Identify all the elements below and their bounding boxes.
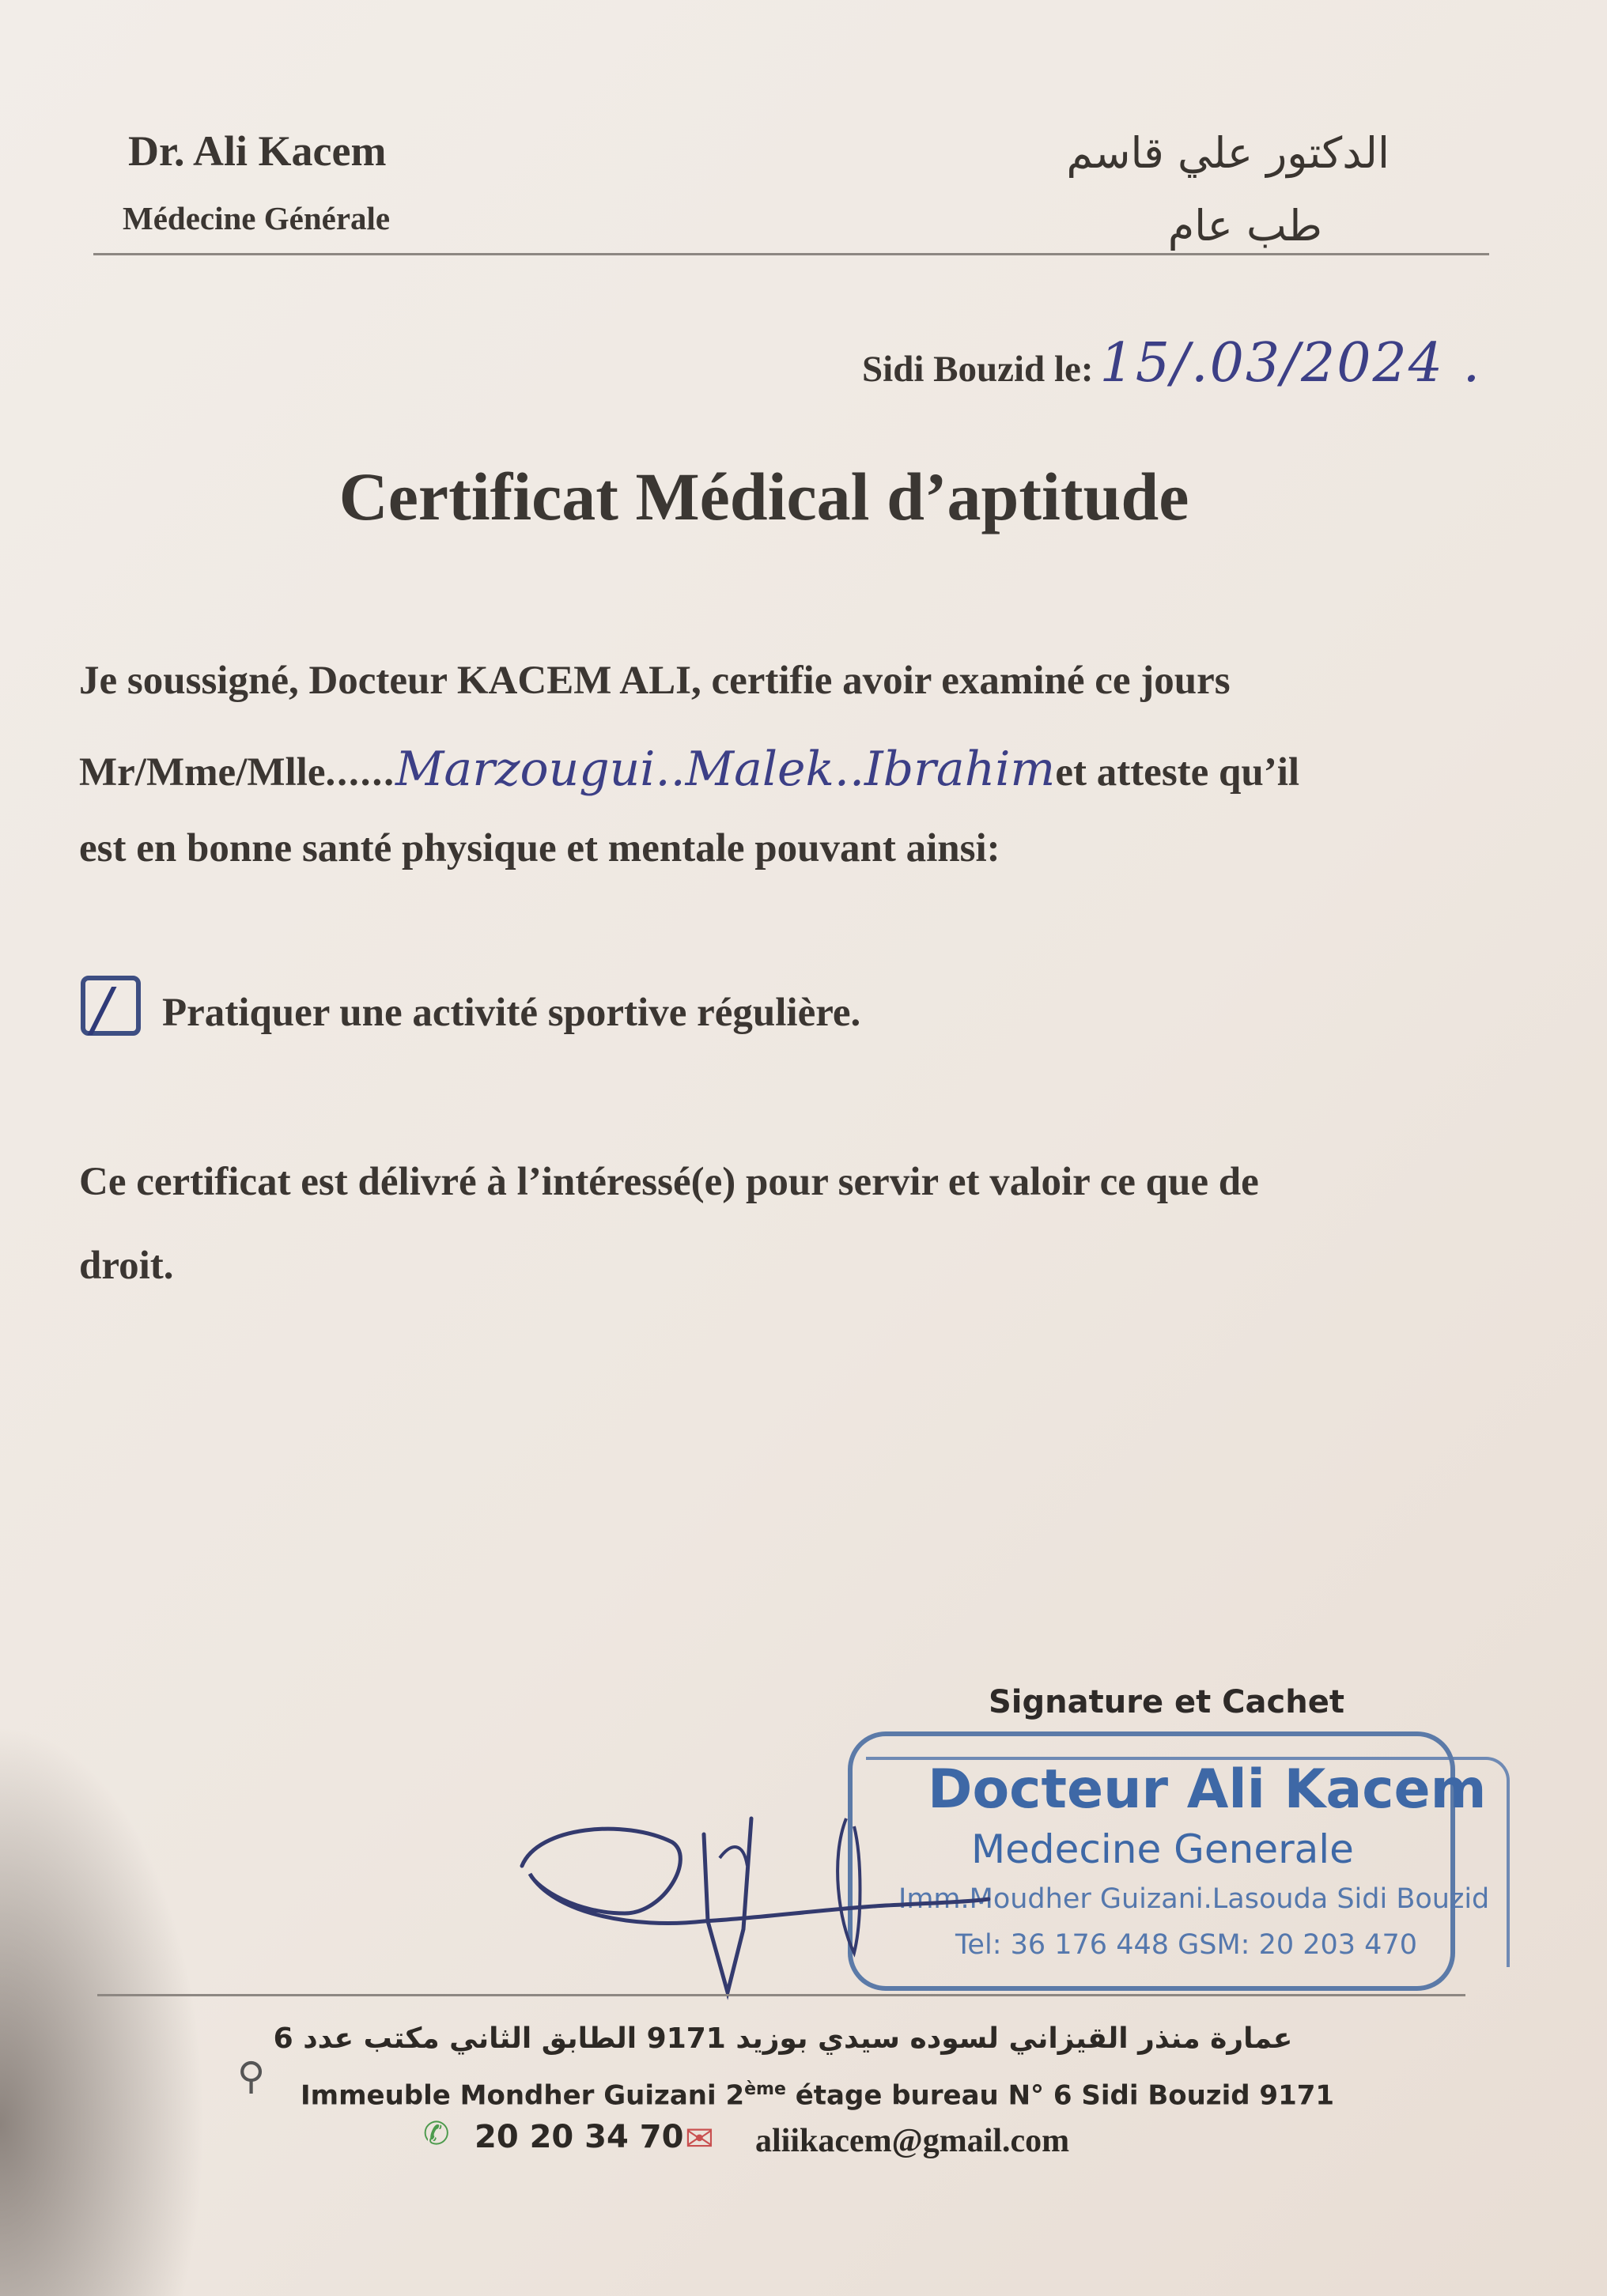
photo-shadow — [0, 1724, 206, 2296]
doctor-name: Dr. Ali Kacem — [128, 127, 387, 175]
body-line-2 — [79, 742, 1299, 797]
stamp-specialty: Medecine Generale — [971, 1826, 1354, 1872]
closing-line-2: droit. — [79, 1244, 174, 1288]
footer-address — [301, 2079, 1334, 2111]
footer-divider — [97, 1994, 1465, 1996]
footer-address-arabic: عمارة منذر القيزاني لسوده سيدي بوزيد 9171 الطابق الثاني مكتب عدد 6 — [273, 2022, 1293, 2055]
header-divider — [93, 253, 1489, 255]
map-pin-icon: ⚲ — [237, 2054, 266, 2098]
phone-icon: ✆ — [423, 2116, 450, 2152]
phone-number: 20 20 34 70 — [475, 2119, 684, 2155]
activity-label: Pratiquer une activité sportive régulière. — [162, 991, 861, 1035]
email-address: aliikacem@gmail.com — [755, 2123, 1070, 2159]
fill-dots: ...... — [325, 750, 395, 795]
doctor-specialty-arabic: طب عام — [1167, 201, 1322, 251]
place-date — [862, 332, 1481, 395]
address-superscript: ème — [744, 2079, 786, 2099]
stamp-doctor-name: Docteur Ali Kacem — [928, 1758, 1487, 1821]
body-line-1: Je soussigné, Docteur KACEM ALI, certifie avoir examiné ce jours — [79, 659, 1231, 703]
activity-checkbox[interactable] — [81, 976, 141, 1044]
place-date-label: Sidi Bouzid le: — [862, 349, 1094, 390]
handwritten-date: 15/.03/2024 . — [1099, 332, 1482, 395]
address-part-1: Immeuble Mondher Guizani 2 — [301, 2079, 745, 2112]
handwritten-signature — [506, 1811, 996, 2016]
stamp-phone: Tel: 36 176 448 GSM: 20 203 470 — [955, 1929, 1417, 1961]
closing-line-1: Ce certificat est délivré à l’intéressé(e) pour servir et valoir ce que de — [79, 1160, 1259, 1204]
handwritten-patient-name: Marzougui..Malek..Ibrahim — [395, 742, 1056, 797]
doctor-name-arabic: الدكتور علي قاسم — [1066, 128, 1390, 178]
doctor-specialty: Médecine Générale — [123, 200, 391, 236]
mail-icon: ✉ — [685, 2119, 714, 2159]
checkmark-icon: / — [92, 976, 112, 1044]
address-part-2: étage bureau N° 6 Sidi Bouzid 9171 — [785, 2079, 1335, 2112]
document-title: Certificat Médical d’aptitude — [338, 459, 1189, 534]
attestation-suffix: et atteste qu’il — [1055, 750, 1300, 795]
salutation-prefix: Mr/Mme/Mlle — [79, 750, 326, 795]
stamp-address: Imm.Moudher Guizani.Lasouda Sidi Bouzid — [898, 1883, 1490, 1915]
signature-heading: Signature et Cachet — [989, 1684, 1344, 1720]
body-line-3: est en bonne santé physique et mentale pouvant ainsi: — [79, 826, 1000, 870]
